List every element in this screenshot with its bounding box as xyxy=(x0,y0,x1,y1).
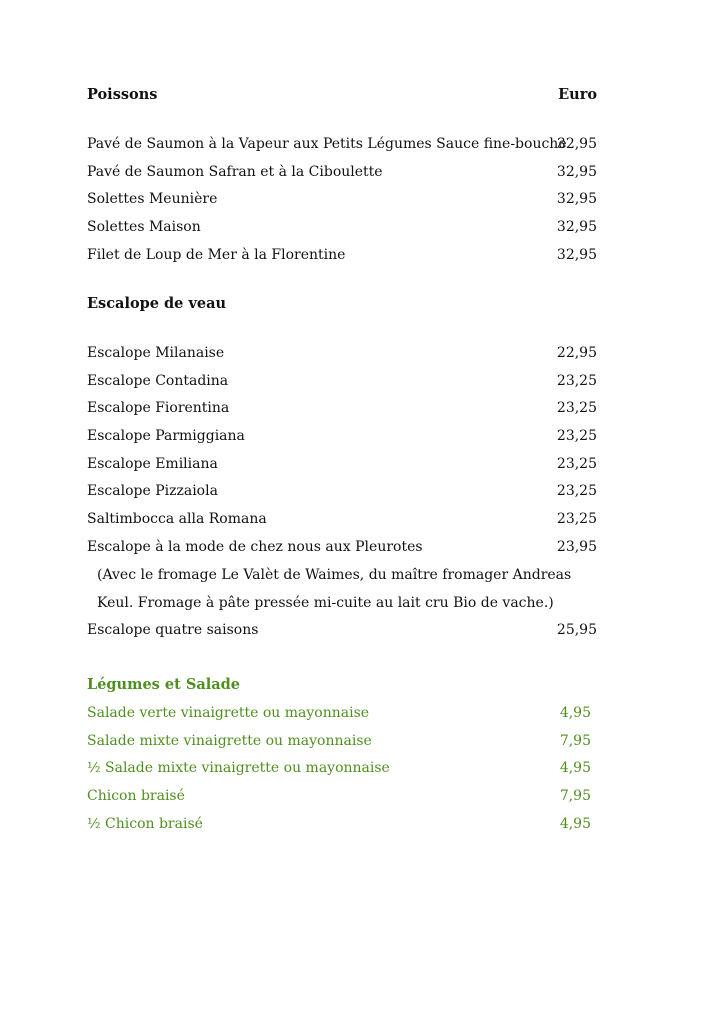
menu-item xyxy=(87,785,597,807)
menu-item xyxy=(87,216,597,238)
item-name: Escalope Milanaise xyxy=(87,345,225,361)
item-name: ½ Salade mixte vinaigrette ou mayonnaise xyxy=(87,760,390,776)
item-price: 32,95 xyxy=(556,164,597,180)
item-name: Escalope Emiliana xyxy=(87,456,218,472)
item-price: 23,95 xyxy=(556,539,597,555)
item-price: 7,95 xyxy=(559,733,591,749)
item-name: Chicon braisé xyxy=(87,788,185,804)
item-name: Solettes Meunière xyxy=(87,191,218,207)
item-price: 7,95 xyxy=(559,788,591,804)
section-heading-escalope: Escalope de veau xyxy=(87,295,227,312)
section-heading-legumes: Légumes et Salade xyxy=(87,676,240,693)
item-price: 23,25 xyxy=(556,373,597,389)
item-name: Salade verte vinaigrette ou mayonnaise xyxy=(87,705,370,721)
item-note-line: (Avec le fromage Le Valèt de Waimes, du maître fromager Andreas xyxy=(97,567,572,583)
item-name: Solettes Maison xyxy=(87,219,201,235)
menu-item xyxy=(87,480,597,502)
menu-item xyxy=(87,425,597,447)
item-name: Filet de Loup de Mer à la Florentine xyxy=(87,247,346,263)
item-price: 4,95 xyxy=(559,816,591,832)
menu-item xyxy=(87,342,597,364)
section-heading-poissons: Poissons xyxy=(87,86,158,103)
item-name: Salade mixte vinaigrette ou mayonnaise xyxy=(87,733,372,749)
item-price: 23,25 xyxy=(556,456,597,472)
menu-item xyxy=(87,730,597,752)
item-name: Escalope quatre saisons xyxy=(87,622,259,638)
item-price: 4,95 xyxy=(559,705,591,721)
item-note-line: Keul. Fromage à pâte pressée mi-cuite au lait cru Bio de vache.) xyxy=(97,595,554,611)
item-price: 23,25 xyxy=(556,511,597,527)
item-price: 32,95 xyxy=(556,191,597,207)
menu-item xyxy=(87,702,597,724)
item-price: 22,95 xyxy=(556,345,597,361)
item-price: 23,25 xyxy=(556,483,597,499)
item-name: Saltimbocca alla Romana xyxy=(87,511,267,527)
item-price: 4,95 xyxy=(559,760,591,776)
currency-label: Euro xyxy=(558,86,597,103)
menu-item xyxy=(87,370,597,392)
menu-item xyxy=(87,161,597,183)
item-name: Escalope Contadina xyxy=(87,373,229,389)
item-name: Escalope Fiorentina xyxy=(87,400,230,416)
legumes-heading-row xyxy=(87,674,597,696)
item-name: Pavé de Saumon à la Vapeur aux Petits Légumes Sauce fine-bouche xyxy=(87,136,567,152)
menu-item xyxy=(87,453,597,475)
item-price: 32,95 xyxy=(556,219,597,235)
item-price: 32,95 xyxy=(556,247,597,263)
item-name: Pavé de Saumon Safran et à la Ciboulette xyxy=(87,164,383,180)
menu-item xyxy=(87,508,597,530)
item-name: Escalope Pizzaiola xyxy=(87,483,218,499)
item-price: 23,25 xyxy=(556,400,597,416)
item-price: 23,25 xyxy=(556,428,597,444)
poissons-heading-row xyxy=(87,84,597,106)
item-name: ½ Chicon braisé xyxy=(87,816,203,832)
menu-item xyxy=(87,244,597,266)
escalope-heading-row xyxy=(87,293,597,315)
item-name: Escalope Parmiggiana xyxy=(87,428,245,444)
menu-item xyxy=(87,133,597,155)
menu-item xyxy=(87,536,597,558)
item-name: Escalope à la mode de chez nous aux Pleurotes xyxy=(87,539,423,555)
menu-item xyxy=(87,757,597,779)
item-price: 32,95 xyxy=(556,136,597,152)
item-price: 25,95 xyxy=(556,622,597,638)
menu-item xyxy=(87,397,597,419)
menu-item xyxy=(87,813,597,835)
menu-item xyxy=(87,188,597,210)
menu-item xyxy=(87,619,597,641)
